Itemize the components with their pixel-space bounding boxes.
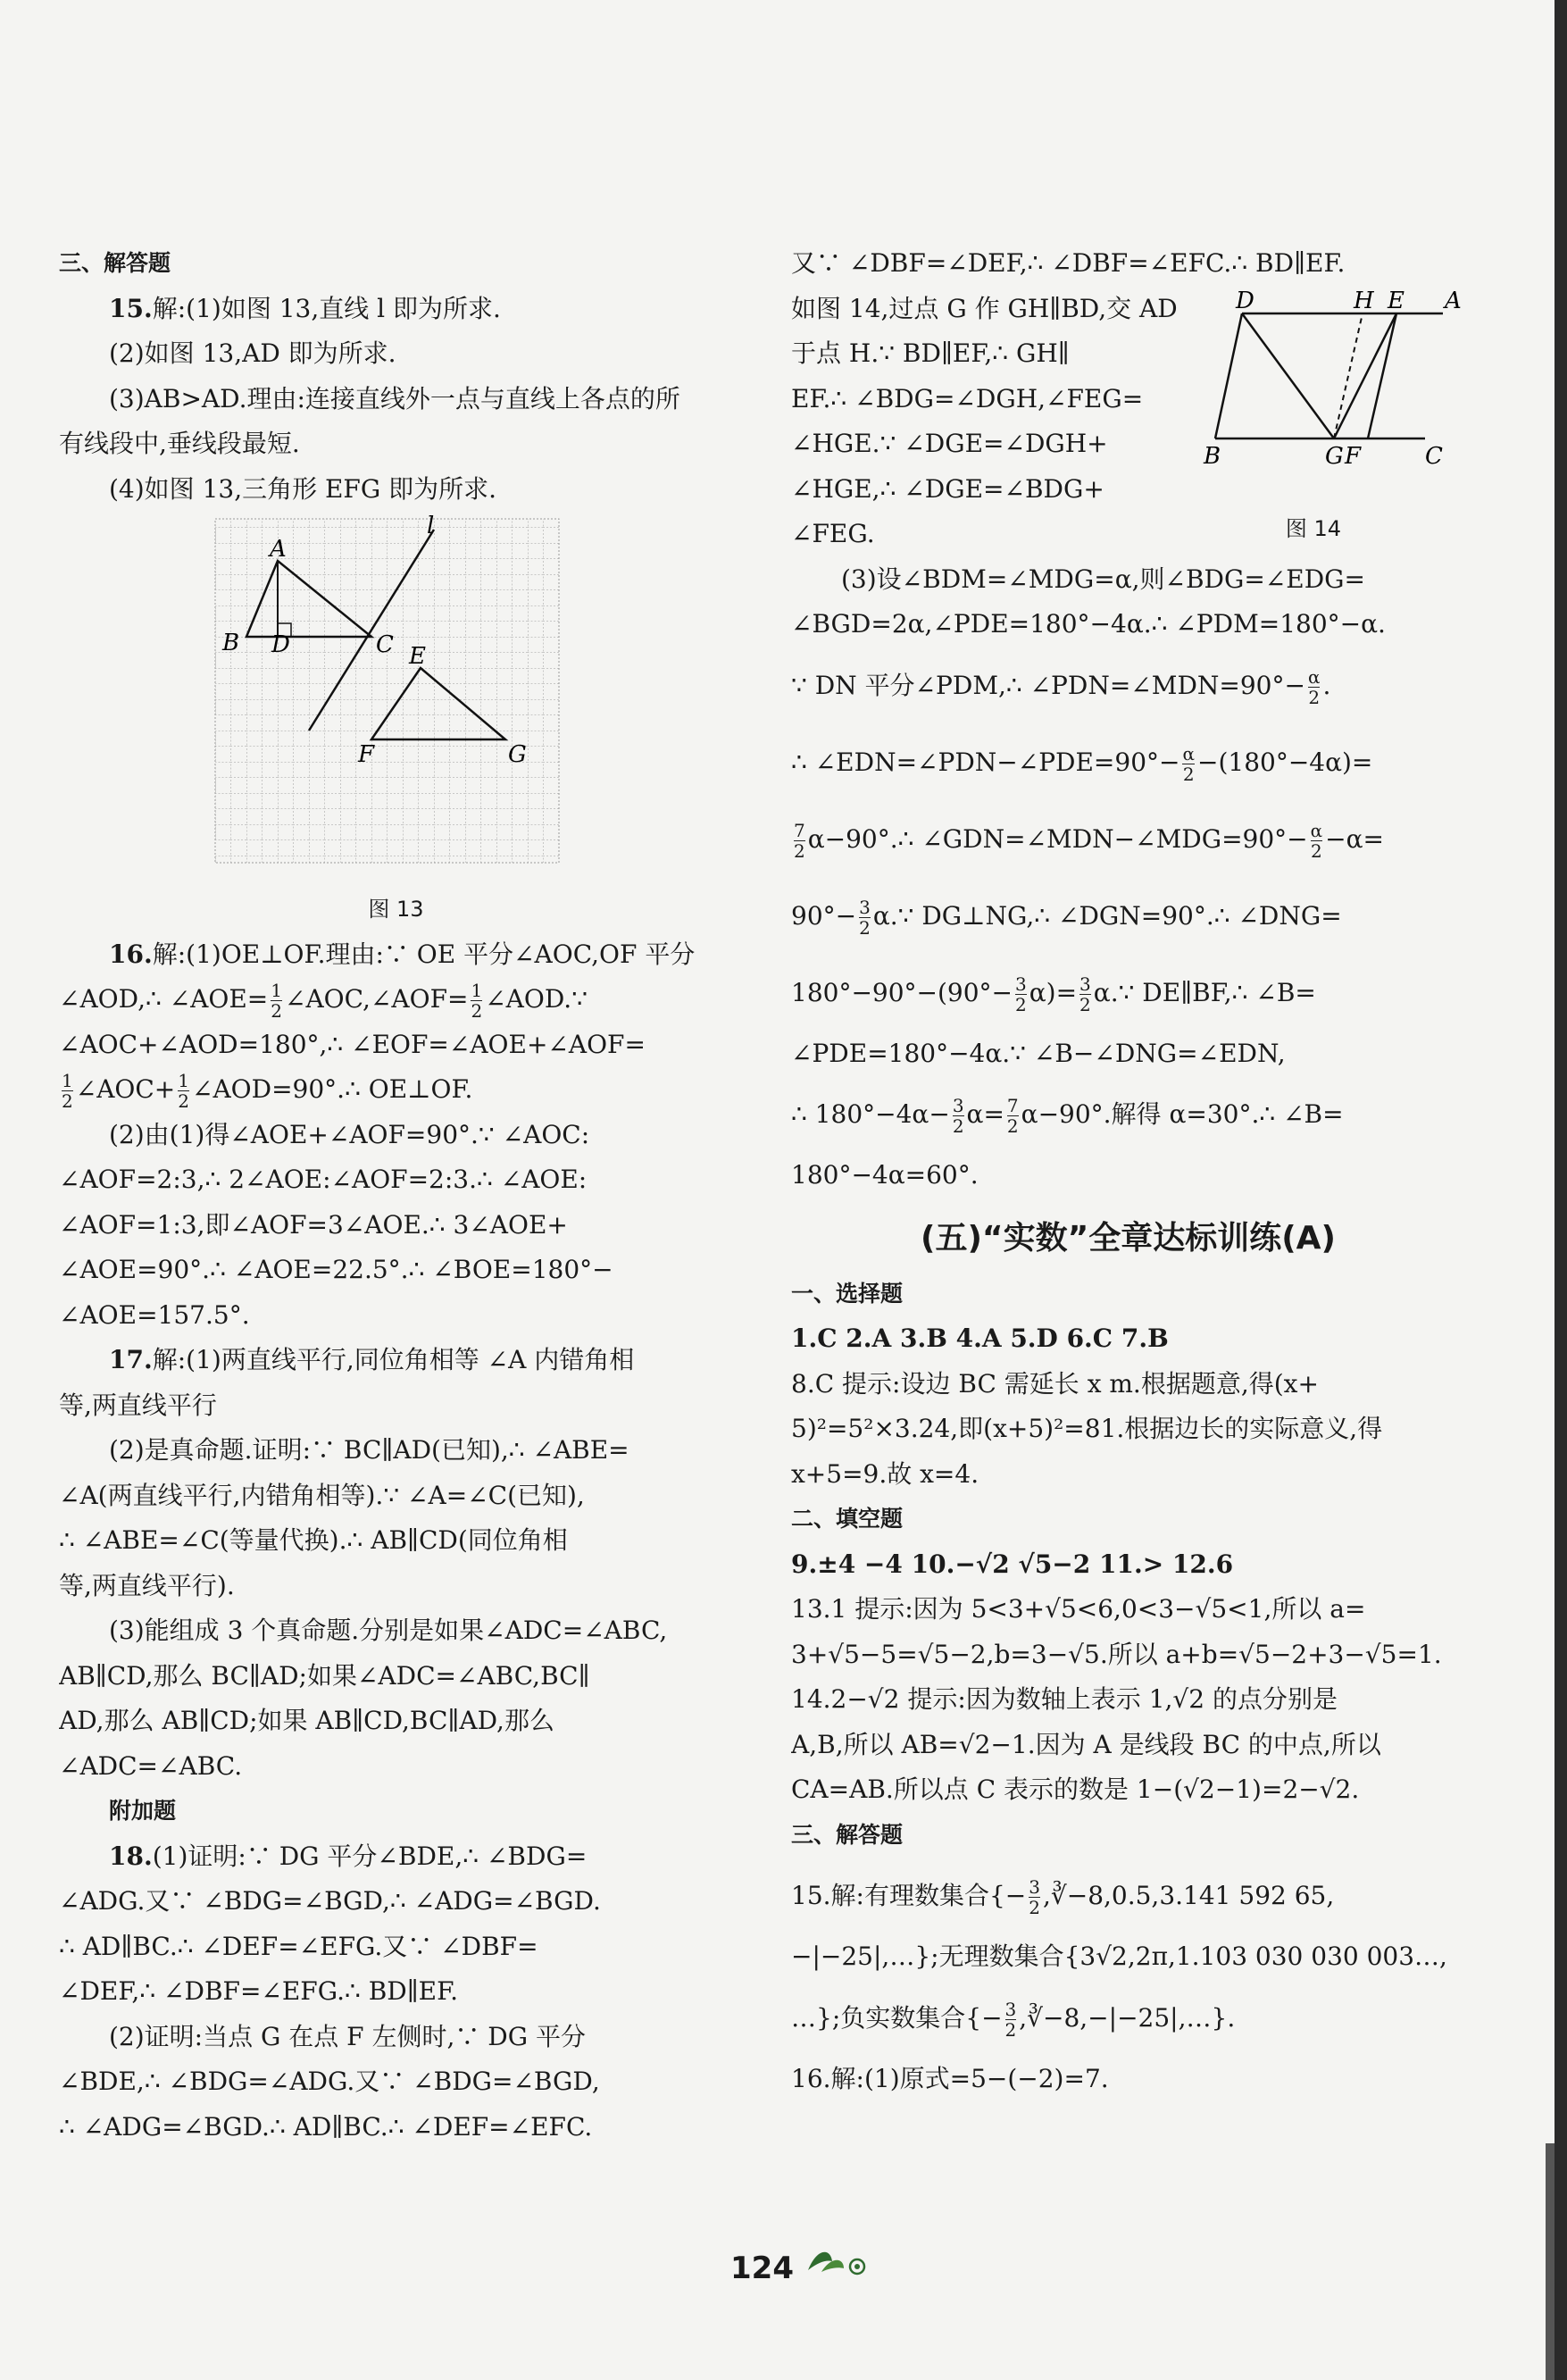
frac-den: 2: [1004, 2018, 1017, 2041]
q15r-text-3a: …};负实数集合{−: [791, 2002, 1003, 2033]
q16-text-1: 解:(1)OE⊥OF.理由:∵ OE 平分∠AOC,OF 平分: [152, 939, 696, 969]
q17-line-7: (3)能组成 3 个真命题.分别是如果∠ADC=∠ABC,: [109, 1616, 668, 1645]
r-line-1: 又∵ ∠DBF=∠DEF,∴ ∠DBF=∠EFC.∴ BD∥EF.: [791, 248, 1346, 278]
frac-num: 1: [62, 1070, 73, 1091]
fig14-text-1: 如图 14,过点 G 作 GH∥BD,交 AD: [791, 293, 1178, 323]
q17-line-9: AD,那么 AB∥CD;如果 AB∥CD,BC∥AD,那么: [59, 1706, 554, 1735]
frac-num: α: [1310, 819, 1323, 841]
q8-line-2: 5)²=5²×3.24,即(x+5)²=81.根据边长的实际意义,得: [791, 1414, 1383, 1443]
q13-line-2: 3+√5−5=√5−2,b=3−√5.所以 a+b=√5−2+3−√5=1.: [791, 1639, 1442, 1669]
p3-text-7c: α.∵ DE∥BF,∴ ∠B=: [1093, 977, 1316, 1007]
label-b: B: [1204, 442, 1221, 470]
p3-text-5a: α−90°.∴ ∠GDN=∠MDN−∠MDG=90°−: [807, 823, 1308, 854]
q16-line-1: [59, 932, 733, 978]
fraction-7-2: [1007, 1096, 1019, 1136]
q17-line-3: (2)是真命题.证明:∵ BC∥AD(已知),∴ ∠ABE=: [109, 1435, 629, 1465]
q16-line-3: ∠AOC+∠AOD=180°,∴ ∠EOF=∠AOE+∠AOF=: [59, 1029, 646, 1059]
frac-den: 2: [1182, 763, 1195, 785]
frac-den: 2: [62, 1090, 73, 1112]
q17-line-4: ∠A(两直线平行,内错角相等).∵ ∠A=∠C(已知),: [59, 1480, 585, 1510]
q18-line-6: ∠BDE,∴ ∠BDG=∠ADG.又∵ ∠BDG=∠BGD,: [59, 2067, 600, 2096]
fraction-3-2: [953, 1096, 964, 1136]
label-f: F: [1345, 442, 1362, 470]
q17-line-2: 等,两直线平行: [59, 1390, 217, 1420]
frac-den: 2: [1006, 1115, 1019, 1137]
label-f: F: [358, 741, 375, 768]
q15r-line-3: [791, 1980, 1465, 2057]
q17-line-1: [59, 1338, 733, 1383]
fill-answers: 9.±4 −4 10.−√2 √5−2 11.> 12.6: [791, 1549, 1234, 1579]
p3-line-1: (3)设∠BDM=∠MDG=α,则∠BDG=∠EDG=: [841, 564, 1365, 594]
p3-line-4: [791, 724, 1465, 801]
q16-line-2: [59, 977, 733, 1023]
q16-line-8: ∠AOE=90°.∴ ∠AOE=22.5°.∴ ∠BOE=180°−: [59, 1255, 613, 1284]
frac-num: 3: [952, 1095, 964, 1116]
label-d: D: [271, 631, 290, 658]
q18-number: 18.: [109, 1841, 153, 1871]
frac-den: 2: [859, 916, 871, 939]
q16r-line: 16.解:(1)原式=5−(−2)=7.: [791, 2063, 1109, 2093]
frac-den: 2: [1029, 1897, 1040, 1918]
p3-text-9b: α=: [966, 1099, 1004, 1129]
p3-line-8: ∠PDE=180°−4α.∵ ∠B−∠DNG=∠EDN,: [791, 1038, 1286, 1068]
fraction-half: [471, 981, 482, 1021]
figure-14: [1202, 287, 1465, 552]
p3-line-6: [791, 878, 1465, 955]
fraction-half: [178, 1071, 189, 1111]
p3-text-7b: α)=: [1029, 977, 1078, 1007]
page-edge: [1554, 0, 1567, 2380]
q15r-text-1b: ,∛−8,0.5,3.141 592 65,: [1042, 1881, 1335, 1910]
q14-line-2: A,B,所以 AB=√2−1.因为 A 是线段 BC 的中点,所以: [791, 1729, 1381, 1759]
p3-text-9c: α−90°.解得 α=30°.∴ ∠B=: [1021, 1099, 1344, 1129]
p3-line-3: ∵ DN 平分∠PDM,∴ ∠PDN=∠MDN=90°− $\frac{\alpha}{2}$ .: [791, 665, 1331, 708]
label-c: C: [376, 631, 394, 658]
q15-line-5: (4)如图 13,三角形 EFG 即为所求.: [109, 473, 497, 504]
frac-den: 2: [471, 1000, 483, 1022]
p3-text-4b: −(180°−4α)=: [1197, 747, 1373, 777]
figure-13-grid: [59, 512, 733, 887]
frac-num: 1: [271, 980, 282, 1001]
q17-number: 17.: [109, 1345, 153, 1374]
fraction-7-2: [794, 821, 805, 861]
q15r-text-1a: 15.解:有理数集合{−: [791, 1881, 1027, 1910]
frac-num: 1: [178, 1070, 189, 1091]
q15r-line-1: [791, 1858, 1465, 1934]
right-column: [791, 241, 1465, 2101]
frac-num: 3: [859, 896, 871, 918]
q16-line-7: ∠AOF=1:3,即∠AOF=3∠AOE.∴ 3∠AOE+: [59, 1209, 568, 1240]
p3-text-3: ∵ DN 平分∠PDM,∴ ∠PDN=∠MDN=90°−: [791, 670, 1305, 700]
p3-line-5: [791, 801, 1465, 878]
frac-num: α: [1182, 742, 1195, 764]
figure-14-diagram: [1202, 287, 1465, 492]
fig14-text-4: ∠HGE.∵ ∠DGE=∠DGH+: [791, 429, 1108, 458]
section-heading-extra: 附加题: [109, 1798, 177, 1824]
q8-line-1: 8.C 提示:设边 BC 需延长 x m.根据题意,得(x+: [791, 1368, 1319, 1399]
figure-13-caption: 图 13: [368, 897, 424, 922]
p3-text-4a: ∴ ∠EDN=∠PDN−∠PDE=90°−: [791, 747, 1180, 777]
section-heading-choice: 一、选择题: [791, 1280, 904, 1307]
q18-text-1: (1)证明:∵ DG 平分∠BDE,∴ ∠BDG=: [152, 1841, 588, 1871]
p3-text-7a: 180°−90°−(90°−: [791, 977, 1013, 1007]
q17-line-6: 等,两直线平行).: [59, 1570, 235, 1600]
frac-num: 7: [1006, 1095, 1019, 1116]
section-heading-fill: 二、填空题: [791, 1506, 904, 1532]
fraction-half: [62, 1071, 73, 1111]
q14-line-3: CA=AB.所以点 C 表示的数是 1−(√2−1)=2−√2.: [791, 1775, 1360, 1804]
q13-line-1: 13.1 提示:因为 5<3+√5<6,0<3−√5<1,所以 a=: [791, 1594, 1366, 1624]
q17-line-8: AB∥CD,那么 BC∥AD;如果∠ADC=∠ABC,BC∥: [59, 1660, 590, 1691]
q18-line-7: ∴ ∠ADG=∠BGD.∴ AD∥BC.∴ ∠DEF=∠EFC.: [59, 2111, 593, 2142]
q16-line-6: ∠AOF=2:3,∴ 2∠AOE:∠AOF=2:3.∴ ∠AOE:: [59, 1165, 588, 1194]
chapter-title: (五)“实数”全章达标训练(A): [921, 1219, 1336, 1257]
frac-num: α: [1307, 665, 1321, 688]
label-a: A: [1445, 287, 1462, 314]
q15-line-2: (2)如图 13,AD 即为所求.: [109, 338, 396, 368]
page-edge-shadow: [1546, 2143, 1554, 2380]
q15r-text-3b: ,∛−8,−|−25|,…}.: [1019, 2002, 1236, 2033]
q15-line-1: [59, 287, 733, 332]
frac-den: 2: [1079, 993, 1091, 1015]
q18-line-5: (2)证明:当点 G 在点 F 左侧时,∵ DG 平分: [109, 2021, 587, 2051]
frac-num: 3: [1029, 1876, 1040, 1898]
label-l: l: [427, 513, 435, 539]
label-c: C: [1425, 442, 1443, 470]
q14-line-1: 14.2−√2 提示:因为数轴上表示 1,√2 的点分别是: [791, 1684, 1338, 1714]
fraction-alpha-2: [1311, 821, 1323, 861]
q16-text-2b: ∠AOC,∠AOF=: [284, 984, 469, 1014]
label-e: E: [409, 643, 426, 670]
fraction-half: [271, 981, 282, 1021]
page-number: 124: [730, 2251, 794, 2286]
q18-line-1: [59, 1834, 733, 1880]
frac-num: 3: [1079, 973, 1091, 995]
fraction-alpha-2: [1308, 667, 1321, 707]
q16-text-4a: ∠AOC+: [75, 1074, 176, 1104]
fraction-alpha-2: [1182, 744, 1195, 784]
mc-answers: 1.C 2.A 3.B 4.A 5.D 6.C 7.B: [791, 1324, 1169, 1353]
leaf-ornament-icon: [804, 2243, 875, 2279]
label-g: G: [1325, 442, 1344, 470]
fraction-3-2: [1079, 974, 1091, 1015]
label-a: A: [270, 536, 287, 563]
section-heading-answers: 三、解答题: [59, 250, 171, 276]
q15-number: 15.: [109, 293, 153, 323]
p3-text-6a: 90°−: [791, 900, 857, 931]
p3-text-6b: α.∵ DG⊥NG,∴ ∠DGN=90°.∴ ∠DNG=: [872, 900, 1342, 931]
q15-line-3: (3)AB>AD.理由:连接直线外一点与直线上各点的所: [109, 383, 680, 413]
figure-14-caption: 图 14: [1285, 516, 1342, 541]
frac-den: 2: [271, 1000, 282, 1022]
fig14-text-2: 于点 H.∵ BD∥EF,∴ GH∥: [791, 338, 1070, 368]
p3-line-9: [791, 1076, 1465, 1153]
frac-den: 2: [952, 1115, 964, 1137]
fig14-text: [791, 287, 1220, 557]
fig14-text-6: ∠FEG.: [791, 519, 875, 548]
frac-den: 2: [1015, 993, 1027, 1015]
p3-line-2: ∠BGD=2α,∠PDE=180°−4α.∴ ∠PDM=180°−α.: [791, 609, 1386, 639]
label-d: D: [1236, 287, 1254, 314]
label-e: E: [1388, 287, 1404, 314]
p3-line-7: [791, 955, 1465, 1031]
figure-13: [59, 512, 733, 932]
frac-num: 1: [471, 980, 483, 1001]
p3-text-5b: −α=: [1325, 823, 1384, 854]
q16-text-2c: ∠AOD.∵: [485, 984, 588, 1014]
q16-text-4b: ∠AOD=90°.∴ OE⊥OF.: [192, 1074, 473, 1104]
section-heading-answers-2: 三、解答题: [791, 1821, 904, 1848]
fraction-3-2: [1029, 1877, 1040, 1917]
q16-line-5: (2)由(1)得∠AOE+∠AOF=90°.∵ ∠AOC:: [109, 1119, 590, 1149]
q18-line-2: ∠ADG.又∵ ∠BDG=∠BGD,∴ ∠ADG=∠BGD.: [59, 1886, 601, 1916]
p3-line-10: 180°−4α=60°.: [791, 1160, 979, 1190]
label-h: H: [1354, 287, 1374, 314]
fraction-3-2: [1005, 2000, 1017, 2040]
q15-text-1: 解:(1)如图 13,直线 l 即为所求.: [152, 293, 501, 323]
q18-line-3: ∴ AD∥BC.∴ ∠DEF=∠EFG.又∵ ∠DBF=: [59, 1931, 538, 1961]
q17-line-5: ∴ ∠ABE=∠C(等量代换).∴ AB∥CD(同位角相: [59, 1525, 568, 1555]
q16-text-2a: ∠AOD,∴ ∠AOE=: [59, 984, 269, 1014]
label-g: G: [508, 741, 527, 768]
frac-den: 2: [794, 839, 805, 862]
q15-line-4: 有线段中,垂线段最短.: [59, 429, 300, 458]
q16-number: 16.: [109, 939, 153, 969]
frac-num: 3: [1004, 1998, 1017, 2020]
q16-line-9: ∠AOE=157.5°.: [59, 1299, 250, 1330]
fig14-text-3: EF.∴ ∠BDG=∠DGH,∠FEG=: [791, 383, 1144, 413]
frac-num: 7: [794, 819, 805, 841]
q17-text-1: 解:(1)两直线平行,同位角相等 ∠A 内错角相: [152, 1345, 635, 1374]
fraction-3-2: [859, 898, 871, 938]
frac-den: 2: [1308, 686, 1321, 708]
frac-den: 2: [178, 1090, 189, 1112]
fig14-block: [791, 287, 1465, 557]
q18-line-4: ∠DEF,∴ ∠DBF=∠EFG.∴ BD∥EF.: [59, 1976, 459, 2006]
frac-den: 2: [1311, 839, 1322, 862]
q15r-line-2: −|−25|,…};无理数集合{3√2,2π,1.103 030 030 003…,: [791, 1942, 1447, 1971]
frac-num: 3: [1015, 973, 1027, 995]
q16-line-4: [59, 1067, 733, 1113]
fraction-3-2: [1015, 974, 1027, 1015]
fig14-text-5: ∠HGE,∴ ∠DGE=∠BDG+: [791, 473, 1104, 504]
q8-line-3: x+5=9.故 x=4.: [791, 1458, 979, 1489]
label-b: B: [222, 630, 240, 656]
left-column: [59, 241, 733, 2150]
q17-line-10: ∠ADC=∠ABC.: [59, 1750, 243, 1781]
p3-text-9a: ∴ 180°−4α−: [791, 1099, 950, 1129]
